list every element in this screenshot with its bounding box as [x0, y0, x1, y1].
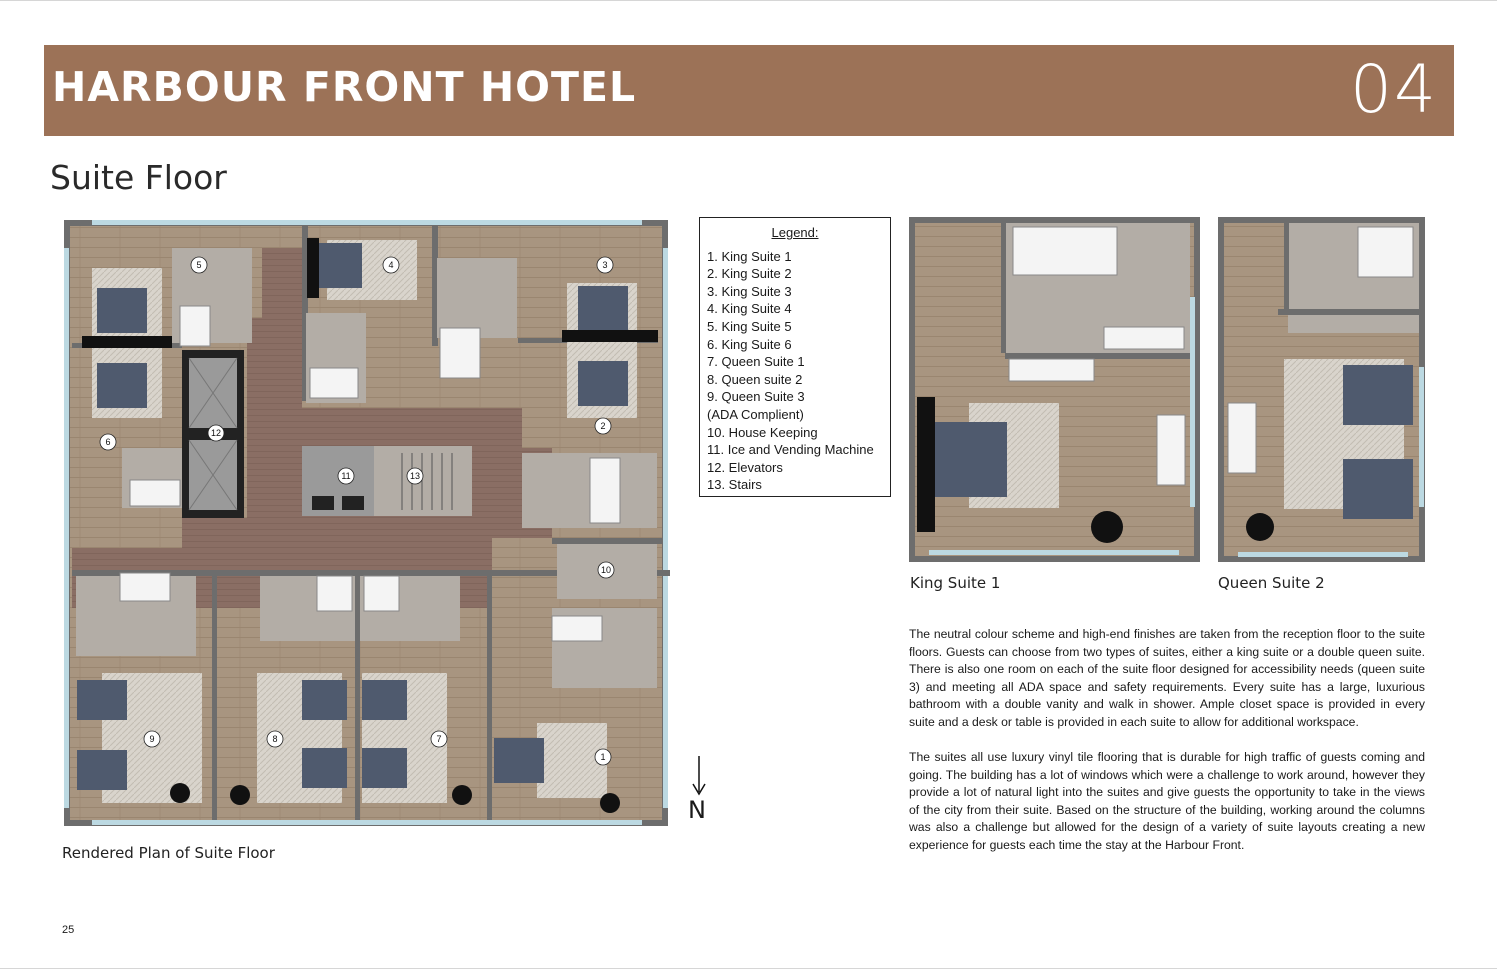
plan-caption: Rendered Plan of Suite Floor	[62, 844, 275, 862]
legend-item: 3. King Suite 3	[707, 283, 792, 299]
legend-item: 6. King Suite 6	[707, 336, 792, 352]
chapter-number: 04	[1350, 51, 1438, 128]
room-label-11: 11	[341, 471, 351, 481]
bottom-rule	[0, 968, 1497, 969]
legend-title: Legend:	[771, 225, 819, 240]
king-suite-rendering	[909, 217, 1200, 562]
legend-item: 2. King Suite 2	[707, 266, 792, 282]
top-rule	[0, 0, 1497, 1]
east-windows	[663, 248, 668, 808]
legend-item: 13. Stairs	[707, 477, 762, 493]
section-title: Suite Floor	[50, 158, 227, 197]
description-paragraph-2: The suites all use luxury vinyl tile flooring that is durable for high traffic of guests coming and going. The building has a lot of windows which were a challenge to work around, however they provide a lot of natural light into the suites and give guests the opportunity to take in the views of the city from their suite. Based on the structure of the building, working around the columns was also a challenge but allowed for the design of a variety of suite layouts creating a new experience for guests each time the stay at the Harbour Front.	[909, 750, 1425, 852]
room-label-2: 2	[600, 421, 606, 431]
room-label-5: 5	[196, 260, 202, 270]
room-label-4: 4	[388, 260, 394, 270]
room-label-12: 12	[210, 428, 222, 438]
room-label-1: 1	[600, 752, 606, 762]
suite-floor-plan	[62, 218, 670, 828]
legend-item: 1. King Suite 1	[707, 248, 792, 264]
page-number: 25	[62, 924, 75, 936]
legend-item: 10. House Keeping	[707, 424, 818, 440]
legend-item: (ADA Complient)	[707, 406, 804, 422]
north-windows	[92, 220, 642, 225]
legend-item: 8. Queen suite 2	[707, 371, 803, 387]
legend	[699, 217, 891, 497]
legend-item: 5. King Suite 5	[707, 318, 792, 334]
queen-suite-rendering	[1218, 217, 1425, 562]
legend-item: 4. King Suite 4	[707, 301, 792, 317]
room-label-7: 7	[436, 734, 442, 744]
south-windows	[92, 820, 642, 825]
legend-item: 9. Queen Suite 3	[707, 389, 805, 405]
legend-item: 7. Queen Suite 1	[707, 354, 805, 370]
page-title: HARBOUR FRONT HOTEL	[52, 63, 637, 111]
room-label-13: 13	[409, 471, 421, 481]
queen-suite-caption: Queen Suite 2	[1218, 574, 1325, 592]
legend-item: 12. Elevators	[707, 459, 783, 475]
north-label: N	[688, 796, 706, 824]
stairs	[374, 446, 472, 516]
room-label-10: 10	[600, 565, 612, 575]
title-banner	[44, 45, 1454, 136]
room-label-6: 6	[105, 437, 111, 447]
room-label-8: 8	[272, 734, 278, 744]
west-windows	[64, 248, 69, 808]
north-arrow-icon	[686, 756, 712, 796]
room-label-3: 3	[602, 260, 608, 270]
king-suite-caption: King Suite 1	[910, 574, 1001, 592]
room-label-9: 9	[149, 734, 155, 744]
description-paragraph-1: The neutral colour scheme and high-end finishes are taken from the reception floor to the suite floors. Guests can choose from two types of suites, either a king suite or a double queen suite. There is also one room on each of the suite floor designed for accessibility needs (queen suite 3) and meeting all ADA space and safety requirements. Every suite has a large, luxurious bathroom with a double vanity and walk in shower. Ample closet space is provided in every suite and a desk or table is provided in each suite to allow for additional workspace.	[909, 627, 1425, 729]
legend-item: 11. Ice and Vending Machine	[707, 442, 874, 458]
